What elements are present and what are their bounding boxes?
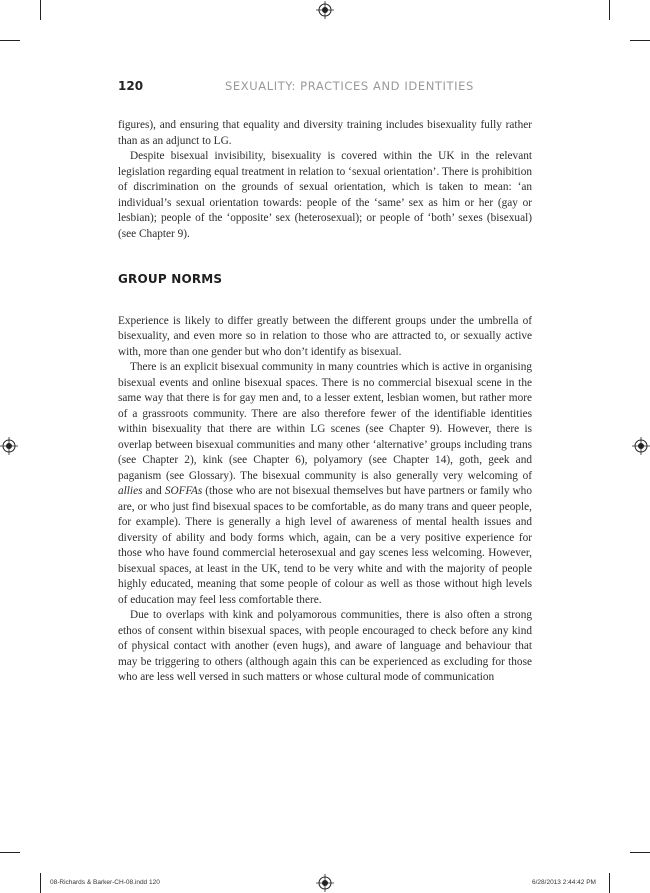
running-title: SEXUALITY: PRACTICES AND IDENTITIES <box>225 79 474 93</box>
paragraph-community-text-2: (those who are not bisexual themselves but have partners or family who are, or who just find bisexual spaces to be comfortable, as do many trans and queer people, for example). There is generally a high level of awareness of mental health issues and diversity of ability and body forms which, again, can be a very positive experience for those who have found commercial heterosexual and gay scenes less welcoming. However, bisexual spaces, at least in the UK, tend to be very white and with the majority of people highly educated, meaning that some people of colour as well as those without high levels of education may feel less comfortable there. <box>118 485 532 606</box>
crop-mark-top-right <box>609 0 610 20</box>
page-body <box>118 118 532 686</box>
section-heading: GROUP NORMS <box>118 272 223 286</box>
crop-mark-bottom-left-h <box>0 852 20 853</box>
file-slug: 08-Richards & Barker-CH-08.indd 120 <box>50 879 160 886</box>
registration-mark-top-icon <box>316 1 334 19</box>
crop-mark-bottom-right <box>609 873 610 893</box>
crop-mark-top-left <box>40 0 41 20</box>
crop-mark-top-right-h <box>630 40 650 41</box>
paragraph-continued: figures), and ensuring that equality and diversity training includes bisexuality fully rather than as an adjunct to LG. <box>118 119 532 147</box>
crop-mark-top-left-h <box>0 40 20 41</box>
paragraph-community-text-1: There is an explicit bisexual community in many countries which is active in organising bisexual events and online bisexual spaces. There is no commercial bisexual scene in the same way that there is for gay men and, to a lesser extent, lesbian women, but rather more of a grassroots community. There are also therefore fewer of the identifiable identities within bisexuality that there are within LG scenes (see Chapter 9). However, there is overlap between bisexual communities and many other ‘alternative’ groups including trans (see Chapter 2), kink (see Chapter 6), polyamory (see Chapter 14), goth, geek and paganism (see Glossary). The bisexual community is also generally very welcoming of <box>118 361 532 482</box>
registration-mark-bottom-icon <box>316 874 334 892</box>
paragraph-community <box>118 360 532 608</box>
paragraph-legislation: Despite bisexual invisibility, bisexuality is covered within the UK in the relevant legislation regarding equal treatment in relation to ‘sexual orientation’. There is prohibition of discrimination on the grounds of sexual orientation, which is taken to mean: ‘an individual’s sexual orientation towards: people of the ‘same’ sex as him or her (gay or lesbian); people of the ‘opposite’ sex (heterosexual); or people of ‘both’ sexes (bisexual) (see Chapter 9). <box>118 150 532 240</box>
paragraph-experience: Experience is likely to differ greatly between the different groups under the umbrella of bisexuality, and even more so in relation to those who are attracted to, or sexually active with, more than one gender but who don’t identify as bisexual. <box>118 314 532 358</box>
paragraph-community-and: and <box>142 485 165 497</box>
term-soffas: SOFFAs <box>164 485 203 497</box>
running-header <box>118 79 532 95</box>
page-number: 120 <box>118 79 144 93</box>
registration-mark-left-icon <box>0 437 18 455</box>
term-allies: allies <box>118 485 143 497</box>
crop-mark-bottom-left <box>40 873 41 893</box>
print-timestamp: 6/28/2013 2:44:42 PM <box>532 879 596 886</box>
registration-mark-right-icon <box>632 437 650 455</box>
paragraph-consent: Due to overlaps with kink and polyamorous communities, there is also often a strong ethos of consent within bisexual spaces, with people encouraged to check before any kind of physical contact with another (even hugs), and aware of language and behaviour that may be triggering to others (although again this can be experienced as excluding for those who are less well versed in such matters or whose cultural mode of communication <box>118 609 532 683</box>
crop-mark-bottom-right-h <box>630 852 650 853</box>
